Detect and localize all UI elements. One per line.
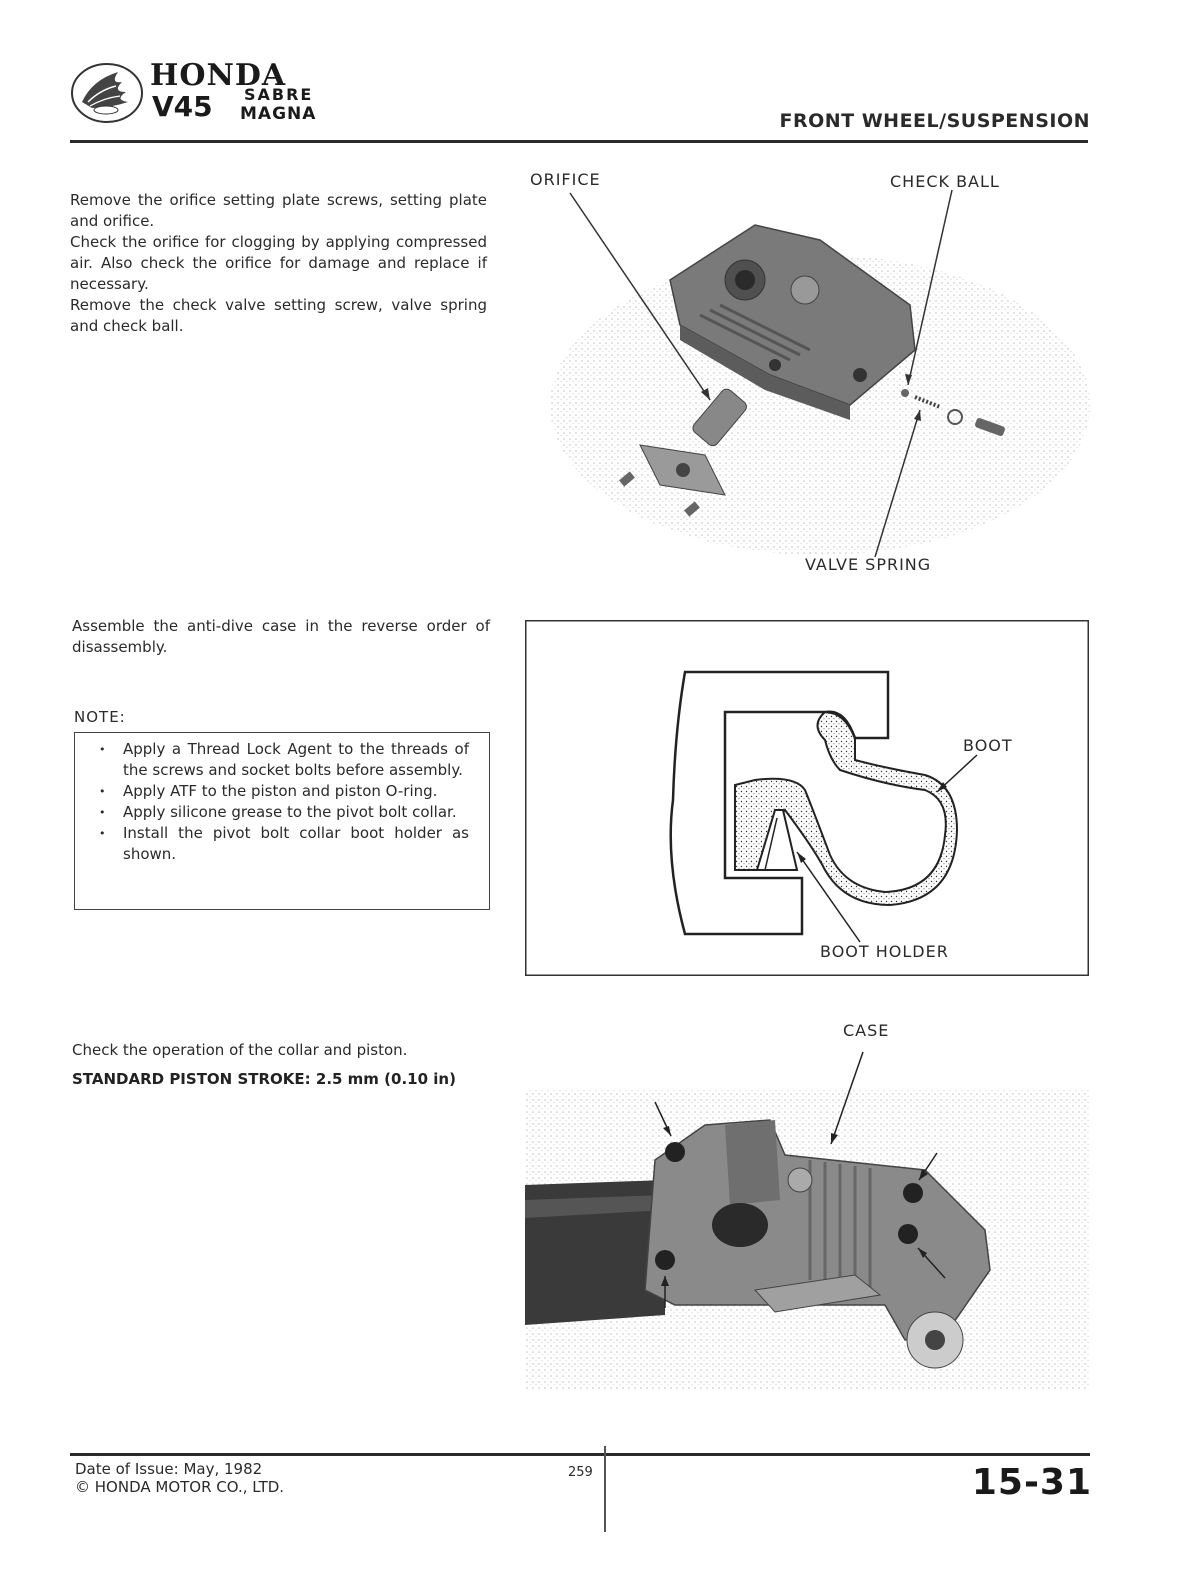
note-box <box>74 732 490 910</box>
label-boot: BOOT <box>963 736 1013 755</box>
footer-rule <box>70 1453 1090 1456</box>
model-name: V45 <box>152 90 213 123</box>
assembly-instructions: Assemble the anti-dive case in the reverse order of disassembly. <box>72 617 490 656</box>
label-case: CASE <box>843 1021 890 1040</box>
label-check-ball: CHECK BALL <box>890 172 1000 191</box>
label-orifice: ORIFICE <box>530 170 601 189</box>
note-item: • Apply a Thread Lock Agent to the threads of the screws and socket bolts before assembly. <box>99 739 469 781</box>
brand-name: HONDA <box>150 58 287 93</box>
operation-instructions: Check the operation of the collar and piston. <box>72 1041 408 1059</box>
note-item: • Apply silicone grease to the pivot bolt collar. <box>99 802 469 823</box>
honda-wing-logo <box>70 62 144 124</box>
note-item: • Install the pivot bolt collar boot holder as shown. <box>99 823 469 865</box>
copyright: © HONDA MOTOR CO., LTD. <box>75 1478 285 1496</box>
section-title: FRONT WHEEL/SUSPENSION <box>779 110 1090 132</box>
orifice-instructions: Remove the orifice setting plate screws, setting plate and orifice. Check the orifice for clogging by applying compressed air. Also check the orifice for damage and replace if necessary. Remove the check valve setting screw, valve spring and check ball. <box>70 191 487 335</box>
model-magna: MAGNA <box>240 104 317 124</box>
note-list <box>99 739 469 865</box>
footer-divider <box>604 1446 606 1532</box>
note-label: NOTE: <box>74 708 126 726</box>
page-number: 259 <box>568 1465 593 1480</box>
label-boot-holder: BOOT HOLDER <box>820 942 949 961</box>
page-code: 15-31 <box>971 1462 1092 1503</box>
case-photo <box>525 1050 1090 1390</box>
orifice-photo <box>520 185 1090 560</box>
issue-date: Date of Issue: May, 1982 <box>75 1460 263 1478</box>
label-valve-spring: VALVE SPRING <box>805 555 932 574</box>
piston-stroke-spec: STANDARD PISTON STROKE: 2.5 mm (0.10 in) <box>72 1070 456 1088</box>
note-item: • Apply ATF to the piston and piston O-ring. <box>99 781 469 802</box>
boot-holder-diagram <box>525 620 1089 976</box>
header-rule <box>70 140 1088 143</box>
model-sabre: SABRE <box>244 85 314 104</box>
